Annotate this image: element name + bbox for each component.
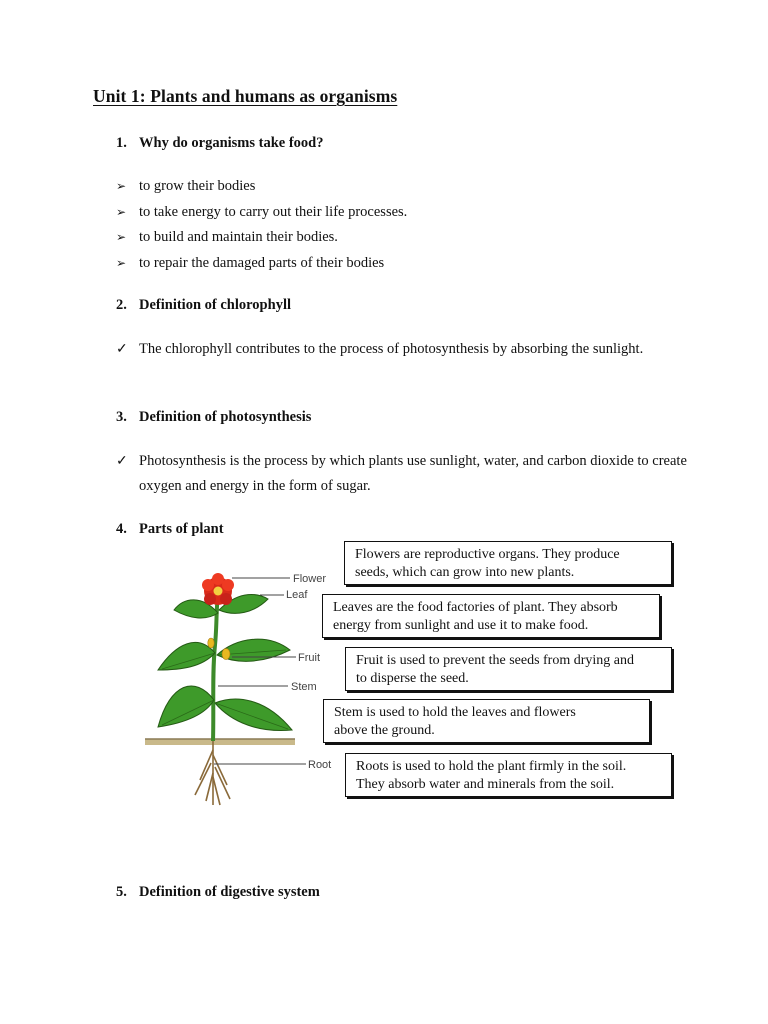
box-line: energy from sunlight and use it to make food. <box>333 618 589 633</box>
checkmark-icon: ✓ <box>116 342 128 357</box>
food-reasons-list <box>116 174 407 276</box>
chlorophyll-definition <box>116 337 699 362</box>
checkmark-icon: ✓ <box>116 454 128 469</box>
list-item-text: to repair the damaged parts of their bodies <box>139 254 385 271</box>
section-title: Definition of chlorophyll <box>139 297 291 313</box>
roots-info-box <box>345 753 672 797</box>
leaves-info-box <box>322 594 660 638</box>
list-item <box>116 200 407 226</box>
list-item <box>116 225 407 251</box>
section-number: 2. <box>116 297 127 313</box>
section-title: Definition of photosynthesis <box>139 409 312 425</box>
list-item-text: to build and maintain their bodies. <box>139 229 338 245</box>
label-stem: Stem <box>291 681 317 693</box>
list-item <box>116 251 407 277</box>
box-line: They absorb water and minerals from the soil. <box>356 777 615 792</box>
box-line: Fruit is used to prevent the seeds from drying and <box>356 653 635 668</box>
section-title: Why do organisms take food? <box>139 135 324 151</box>
section-number: 4. <box>116 521 127 537</box>
soil-line <box>145 739 295 745</box>
label-leaf: Leaf <box>286 589 308 601</box>
fruit-info-box <box>345 647 672 691</box>
box-line: Leaves are the food factories of plant. They absorb <box>333 600 618 615</box>
leaves <box>158 594 292 730</box>
stem-info-box <box>323 699 650 743</box>
box-line: Flowers are reproductive organs. They produce <box>355 547 620 562</box>
label-fruit: Fruit <box>298 652 320 664</box>
section-heading-2 <box>116 297 291 314</box>
plant-parts-diagram <box>140 555 340 815</box>
section-heading-4 <box>116 521 224 538</box>
arrow-bullet-icon: ➢ <box>116 230 127 244</box>
box-line: Roots is used to hold the plant firmly in the soil. <box>356 759 627 774</box>
list-item <box>116 174 407 200</box>
section-number: 1. <box>116 135 127 151</box>
definition-text: Photosynthesis is the process by which plants use sunlight, water, and carbon dioxide to create oxygen and energy in the form of sugar. <box>139 453 687 494</box>
list-item-text: to take energy to carry out their life processes. <box>139 203 408 220</box>
section-title: Parts of plant <box>139 521 224 537</box>
section-number: 5. <box>116 884 127 900</box>
flowers-info-box <box>344 541 672 585</box>
arrow-bullet-icon: ➢ <box>116 255 127 270</box>
arrow-bullet-icon: ➢ <box>116 179 127 193</box>
photosynthesis-definition <box>116 449 699 499</box>
unit-title: Unit 1: Plants and humans as organisms <box>93 86 398 106</box>
section-number: 3. <box>116 409 127 425</box>
section-heading-5 <box>116 884 320 901</box>
box-line: seeds, which can grow into new plants. <box>355 565 575 580</box>
section-heading-1 <box>116 135 324 152</box>
label-root: Root <box>308 759 332 771</box>
roots <box>195 741 230 805</box>
box-line: Stem is used to hold the leaves and flowers <box>334 705 576 720</box>
box-line: to disperse the seed. <box>356 671 469 686</box>
stem <box>213 595 218 741</box>
section-heading-3 <box>116 409 311 426</box>
list-item-text: to grow their bodies <box>139 178 256 194</box>
label-flower: Flower <box>293 573 327 585</box>
flower <box>202 573 234 605</box>
arrow-bullet-icon: ➢ <box>116 204 127 219</box>
box-line: above the ground. <box>334 723 435 738</box>
definition-text: The chlorophyll contributes to the process of photosynthesis by absorbing the sunlight. <box>139 341 644 357</box>
section-title: Definition of digestive system <box>139 884 320 900</box>
